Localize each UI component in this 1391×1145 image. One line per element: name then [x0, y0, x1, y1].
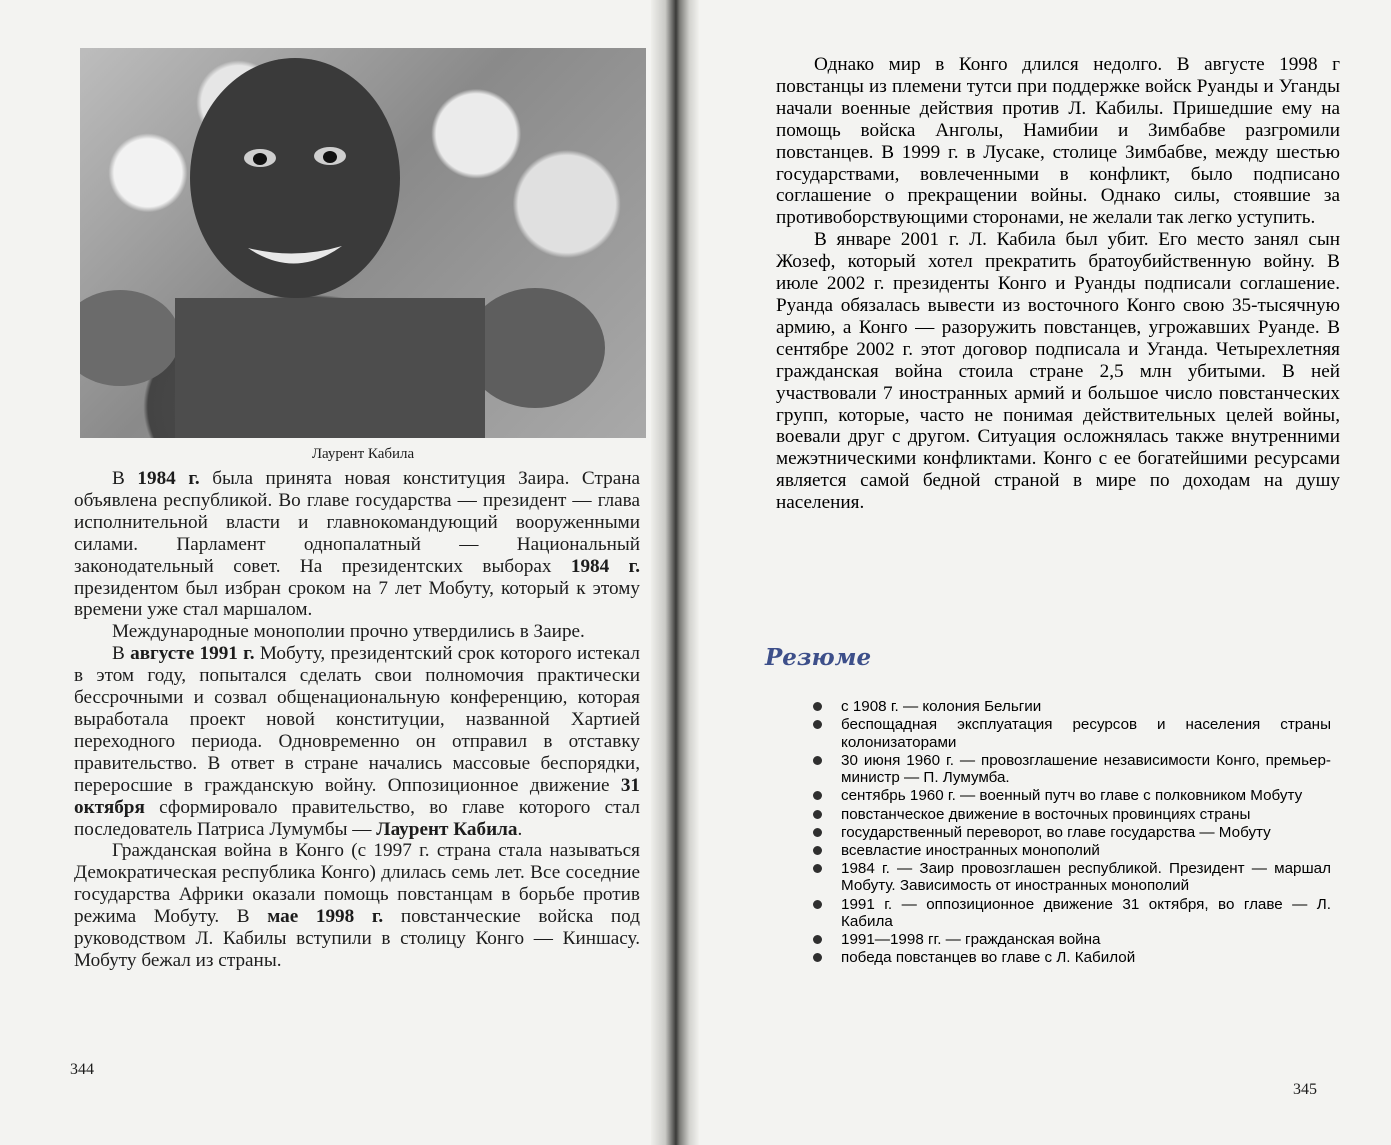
text-run: Гражданская война в Конго (с 1997 г. страна стала называться Демократическая республика Конго) длилась семь лет. Все соседние государства Африки оказали помощь повстанцам в борьбе против режима Мобуту. В	[74, 840, 640, 928]
text-run: была принята новая конституция Заира. Страна объявлена республикой. Во главе государства — президент — глава исполнительной власти и главнокомандующий вооруженными силами. Парламент однопалатный — Национальный законодательный совет. На президентских выборах	[74, 468, 640, 577]
right-body-text	[776, 54, 1340, 514]
paragraph	[74, 643, 640, 840]
paragraph: В январе 2001 г. Л. Кабила был убит. Его место занял сын Жозеф, который хотел прекратить братоубийственную войну. В июле 2002 г. президенты Конго и Руанды подписали соглашение. Руанда обязалась вывести из восточного Конго свою 35-тысячную армию, а Конго — разоружить повстанцев, угрожавших Руанде. В сентябре 2002 г. этот договор подписала и Уганда. Четырехлетняя гражданская война стоила стране 2,5 млн убитыми. В ней участвовали 7 иностранных армий и большое число повстанческих групп, которые, часто не понимая действительных целей войны, воевали друг с другом. Ситуация осложнялась также внутренними межэтническими конфликтами. Конго с ее богатейшими ресурсами является самой бедной страной в мире по доходам на душу населения.	[776, 229, 1340, 514]
text-run: Международные монополии прочно утвердились в Заире.	[112, 621, 585, 643]
summary-item: 1991 г. — оппозиционное движение 31 октября, во главе — Л. Кабила	[811, 896, 1331, 931]
bold-text: мае 1998 г.	[267, 906, 384, 928]
bold-text: 31 октября	[74, 774, 640, 818]
bold-text: 1984 г.	[137, 468, 200, 489]
summary-item: всевластие иностранных монополий	[811, 842, 1331, 860]
photo-caption: Лаурент Кабила	[311, 446, 415, 462]
left-page	[0, 0, 660, 1145]
page-number-right: 345	[1293, 1081, 1317, 1098]
left-body-text	[74, 468, 640, 972]
summary-item: беспощадная эксплуатация ресурсов и населения страны колонизаторами	[811, 716, 1331, 751]
paragraph: Однако мир в Конго длился недолго. В августе 1998 г повстанцы из племени тутси при поддержке войск Руанды и Уганды начали военные действия против Л. Кабилы. Пришедшие ему на помощь войска Анголы, Намибии и Зимбабве разгромили повстанцев. В 1999 г. в Лусаке, столице Зимбабве, между шестью государствами, вовлеченными в конфликт, было подписано соглашение о прекращении войны. Однако силы, стоявшие за противоборствующими сторонами, не желали так легко уступить.	[776, 54, 1340, 229]
paragraph	[74, 468, 640, 621]
text-run: .	[517, 818, 523, 840]
summary-item: 1991—1998 гг. — гражданская война	[811, 931, 1331, 949]
text-run: В	[112, 468, 138, 489]
summary-list	[811, 698, 1331, 967]
summary-item: государственный переворот, во главе государства — Мобуту	[811, 824, 1331, 842]
summary-item: победа повстанцев во главе с Л. Кабилой	[811, 949, 1331, 967]
portrait-photo	[80, 48, 646, 438]
summary-item: с 1908 г. — колония Бельгии	[811, 698, 1331, 716]
text-run: В	[112, 643, 131, 665]
bold-text: августе 1991 г.	[130, 643, 255, 665]
bold-text: 1984 г.	[570, 555, 640, 577]
portrait-illustration	[80, 48, 646, 438]
summary-item: 30 июня 1960 г. — провозглашение независимости Конго, премьер-министр — П. Лумумба.	[811, 752, 1331, 787]
page-number-left: 344	[70, 1061, 94, 1078]
text-run: президентом был избран сроком на 7 лет Мобуту, который к этому времени уже стал маршалом.	[74, 577, 640, 621]
text-run: сформировало правительство, во главе которого стал последователь Патриса Лумумбы —	[74, 796, 640, 840]
summary-item: 1984 г. — Заир провозглашен республикой. Президент — маршал Мобуту. Зависимость от иностранных монополий	[811, 860, 1331, 895]
paragraph	[74, 840, 640, 971]
paragraph	[74, 621, 640, 643]
text-run: повстанческие войска под руководством Л. Кабилы вступили в столицу Конго — Киншасу. Мобуту бежал из страны.	[74, 906, 640, 971]
summary-item: сентябрь 1960 г. — военный путч во главе с полковником Мобуту	[811, 787, 1331, 805]
bold-text: Лаурент Кабила	[376, 818, 518, 840]
summary-item: повстанческое движение в восточных провинциях страны	[811, 806, 1331, 824]
text-run: Мобуту, президентский срок которого истекал в этом году, попытался сделать свои полномочия практически бессрочными и созвал общенациональную конференцию, которая выработала проект новой конституции, названной Хартией переходного периода. Одновременно он отправил в отставку правительство. В ответ в стране начались массовые беспорядки, переросшие в гражданскую войну. Оппозиционное движение	[74, 643, 640, 796]
summary-heading: Резюме	[765, 644, 872, 671]
